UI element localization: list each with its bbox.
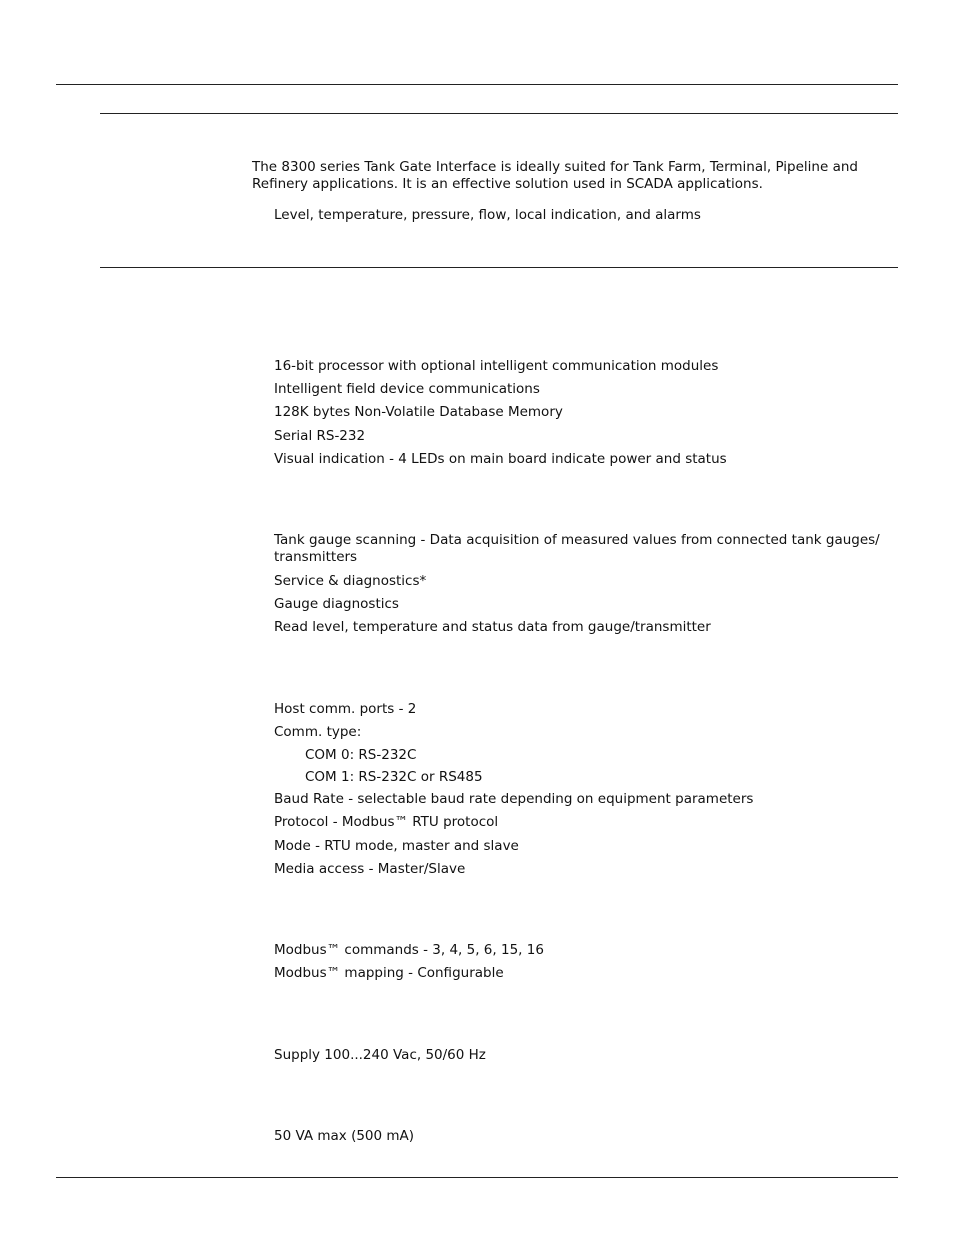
hardware-item: Serial RS-232 bbox=[274, 428, 366, 444]
comm-com0: COM 0: RS-232C bbox=[305, 747, 417, 763]
section-rule-middle bbox=[100, 267, 898, 268]
application-item: Level, temperature, pressure, flow, local indication, and alarms bbox=[274, 207, 701, 223]
comm-com1: COM 1: RS-232C or RS485 bbox=[305, 769, 483, 785]
power-consumption: 50 VA max (500 mA) bbox=[274, 1128, 415, 1144]
header-rule bbox=[56, 84, 898, 85]
function-item: Tank gauge scanning - Data acquisition of measured values from connected tank gauges/ transmitters bbox=[274, 532, 880, 565]
modbus-item: Modbus™ mapping - Configurable bbox=[274, 965, 504, 981]
hardware-item: 128K bytes Non-Volatile Database Memory bbox=[274, 404, 563, 420]
comm-mode: Mode - RTU mode, master and slave bbox=[274, 838, 519, 854]
function-item: Gauge diagnostics bbox=[274, 596, 399, 612]
comm-protocol: Protocol - Modbus™ RTU protocol bbox=[274, 814, 499, 830]
comm-baud-rate: Baud Rate - selectable baud rate depending on equipment parameters bbox=[274, 791, 754, 807]
modbus-item: Modbus™ commands - 3, 4, 5, 6, 15, 16 bbox=[274, 942, 544, 958]
hardware-item: Visual indication - 4 LEDs on main board indicate power and status bbox=[274, 451, 727, 467]
hardware-item: Intelligent field device communications bbox=[274, 381, 540, 397]
power-supply: Supply 100...240 Vac, 50/60 Hz bbox=[274, 1047, 486, 1063]
comm-media-access: Media access - Master/Slave bbox=[274, 861, 466, 877]
footer-rule bbox=[56, 1177, 898, 1178]
hardware-item: 16-bit processor with optional intelligent communication modules bbox=[274, 358, 719, 374]
section-rule-top bbox=[100, 113, 898, 114]
function-item: Read level, temperature and status data from gauge/transmitter bbox=[274, 619, 711, 635]
comm-type: Comm. type: bbox=[274, 724, 362, 740]
function-item: Service & diagnostics* bbox=[274, 573, 427, 589]
comm-host-ports: Host comm. ports - 2 bbox=[274, 701, 417, 717]
intro-paragraph: The 8300 series Tank Gate Interface is ideally suited for Tank Farm, Terminal, Pipeline and Refinery applications. It is an effective solution used in SCADA applications. bbox=[252, 159, 858, 192]
